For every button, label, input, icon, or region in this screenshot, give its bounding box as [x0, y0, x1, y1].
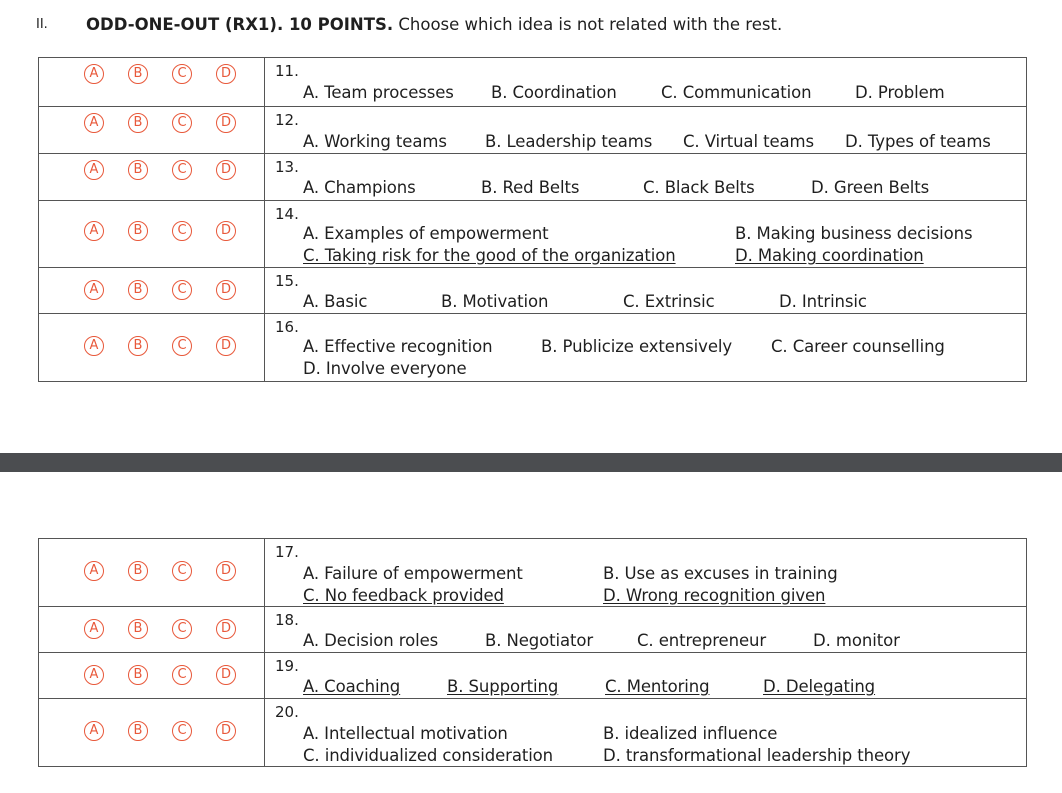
question-row — [39, 268, 1027, 314]
question-number: 11. — [275, 62, 299, 80]
bubble-b[interactable]: B — [128, 619, 148, 639]
bubble-d[interactable]: D — [216, 221, 236, 241]
bubble-b[interactable]: B — [128, 113, 148, 133]
question-table-2 — [38, 538, 1027, 767]
option-a: A. Examples of empowerment — [303, 224, 549, 243]
bubble-b[interactable]: B — [128, 64, 148, 84]
bubble-d[interactable]: D — [216, 561, 236, 581]
option-c: C. Communication — [661, 83, 812, 102]
question-row — [39, 107, 1027, 154]
bubble-d[interactable]: D — [216, 336, 236, 356]
option-d: D. Making coordination — [735, 246, 924, 265]
section-number: II. — [36, 17, 48, 32]
bubble-a[interactable]: A — [84, 336, 104, 356]
bubble-a[interactable]: A — [84, 113, 104, 133]
bubble-d[interactable]: D — [216, 280, 236, 300]
bubble-a[interactable]: A — [84, 280, 104, 300]
option-c: C. Taking risk for the good of the organization — [303, 246, 676, 265]
question-number: 19. — [275, 657, 299, 675]
bubble-d[interactable]: D — [216, 64, 236, 84]
option-b: B. Motivation — [441, 292, 549, 311]
bubble-a[interactable]: A — [84, 561, 104, 581]
option-a: A. Champions — [303, 178, 416, 197]
bubble-d[interactable]: D — [216, 619, 236, 639]
bubble-a[interactable]: A — [84, 64, 104, 84]
bubble-c[interactable]: C — [172, 665, 192, 685]
question-table-1 — [38, 57, 1027, 382]
question-row — [39, 699, 1027, 767]
bubble-a[interactable]: A — [84, 160, 104, 180]
bubble-a[interactable]: A — [84, 619, 104, 639]
question-number: 12. — [275, 111, 299, 129]
bubble-d[interactable]: D — [216, 665, 236, 685]
option-b: B. Use as excuses in training — [603, 564, 838, 583]
option-b: B. Coordination — [491, 83, 617, 102]
option-b: B. Red Belts — [481, 178, 580, 197]
bubble-d[interactable]: D — [216, 721, 236, 741]
option-a: A. Intellectual motivation — [303, 724, 508, 743]
option-d: D. transformational leadership theory — [603, 746, 911, 765]
option-d: D. Involve everyone — [303, 359, 467, 378]
question-number: 14. — [275, 205, 299, 223]
option-d: D. monitor — [813, 631, 900, 650]
page-divider — [0, 453, 1062, 472]
bubble-c[interactable]: C — [172, 64, 192, 84]
option-c: C. Career counselling — [771, 337, 945, 356]
bubble-d[interactable]: D — [216, 113, 236, 133]
option-b: B. Making business decisions — [735, 224, 973, 243]
option-c: C. Mentoring — [605, 677, 710, 696]
bubble-c[interactable]: C — [172, 561, 192, 581]
option-d: D. Problem — [855, 83, 945, 102]
option-c: C. individualized consideration — [303, 746, 554, 765]
option-b: B. Negotiator — [485, 631, 594, 650]
question-row — [39, 58, 1027, 107]
option-a: A. Working teams — [303, 132, 447, 151]
option-b: B. idealized influence — [603, 724, 778, 743]
question-number: 15. — [275, 272, 299, 290]
option-b: B. Supporting — [447, 677, 559, 696]
question-number: 20. — [275, 703, 299, 721]
bubble-c[interactable]: C — [172, 113, 192, 133]
question-row — [39, 539, 1027, 607]
question-row — [39, 154, 1027, 201]
option-a: A. Effective recognition — [303, 337, 493, 356]
option-a: A. Basic — [303, 292, 368, 311]
question-number: 18. — [275, 611, 299, 629]
bubble-a[interactable]: A — [84, 665, 104, 685]
option-a: A. Failure of empowerment — [303, 564, 523, 583]
bubble-c[interactable]: C — [172, 619, 192, 639]
bubble-b[interactable]: B — [128, 336, 148, 356]
bubble-c[interactable]: C — [172, 160, 192, 180]
bubble-c[interactable]: C — [172, 336, 192, 356]
option-b: B. Publicize extensively — [541, 337, 733, 356]
bubble-b[interactable]: B — [128, 280, 148, 300]
question-number: 13. — [275, 158, 299, 176]
question-number: 17. — [275, 543, 299, 561]
option-a: A. Team processes — [303, 83, 454, 102]
bubble-c[interactable]: C — [172, 280, 192, 300]
option-c: C. entrepreneur — [637, 631, 767, 650]
bubble-a[interactable]: A — [84, 721, 104, 741]
section-header — [0, 14, 1062, 36]
bubble-b[interactable]: B — [128, 561, 148, 581]
option-a: A. Coaching — [303, 677, 401, 696]
bubble-b[interactable]: B — [128, 160, 148, 180]
option-c: C. Extrinsic — [623, 292, 715, 311]
question-row — [39, 653, 1027, 699]
question-row — [39, 201, 1027, 268]
question-row — [39, 314, 1027, 382]
bubble-d[interactable]: D — [216, 160, 236, 180]
bubble-b[interactable]: B — [128, 221, 148, 241]
bubble-a[interactable]: A — [84, 221, 104, 241]
option-d: D. Wrong recognition given — [603, 586, 826, 605]
option-d: D. Types of teams — [845, 132, 991, 151]
bubble-c[interactable]: C — [172, 721, 192, 741]
section-title: ODD-ONE-OUT (RX1). 10 POINTS. — [86, 15, 394, 34]
question-number: 16. — [275, 318, 299, 336]
option-c: C. No feedback provided — [303, 586, 504, 605]
option-c: C. Black Belts — [643, 178, 755, 197]
bubble-b[interactable]: B — [128, 665, 148, 685]
option-d: D. Green Belts — [811, 178, 930, 197]
option-b: B. Leadership teams — [485, 132, 653, 151]
option-a: A. Decision roles — [303, 631, 439, 650]
instruction-text: Choose which idea is not related with the rest. — [398, 15, 783, 34]
bubble-c[interactable]: C — [172, 221, 192, 241]
section-instruction — [86, 14, 782, 36]
option-d: D. Intrinsic — [779, 292, 867, 311]
option-c: C. Virtual teams — [683, 132, 814, 151]
bubble-b[interactable]: B — [128, 721, 148, 741]
question-row — [39, 607, 1027, 653]
option-d: D. Delegating — [763, 677, 876, 696]
